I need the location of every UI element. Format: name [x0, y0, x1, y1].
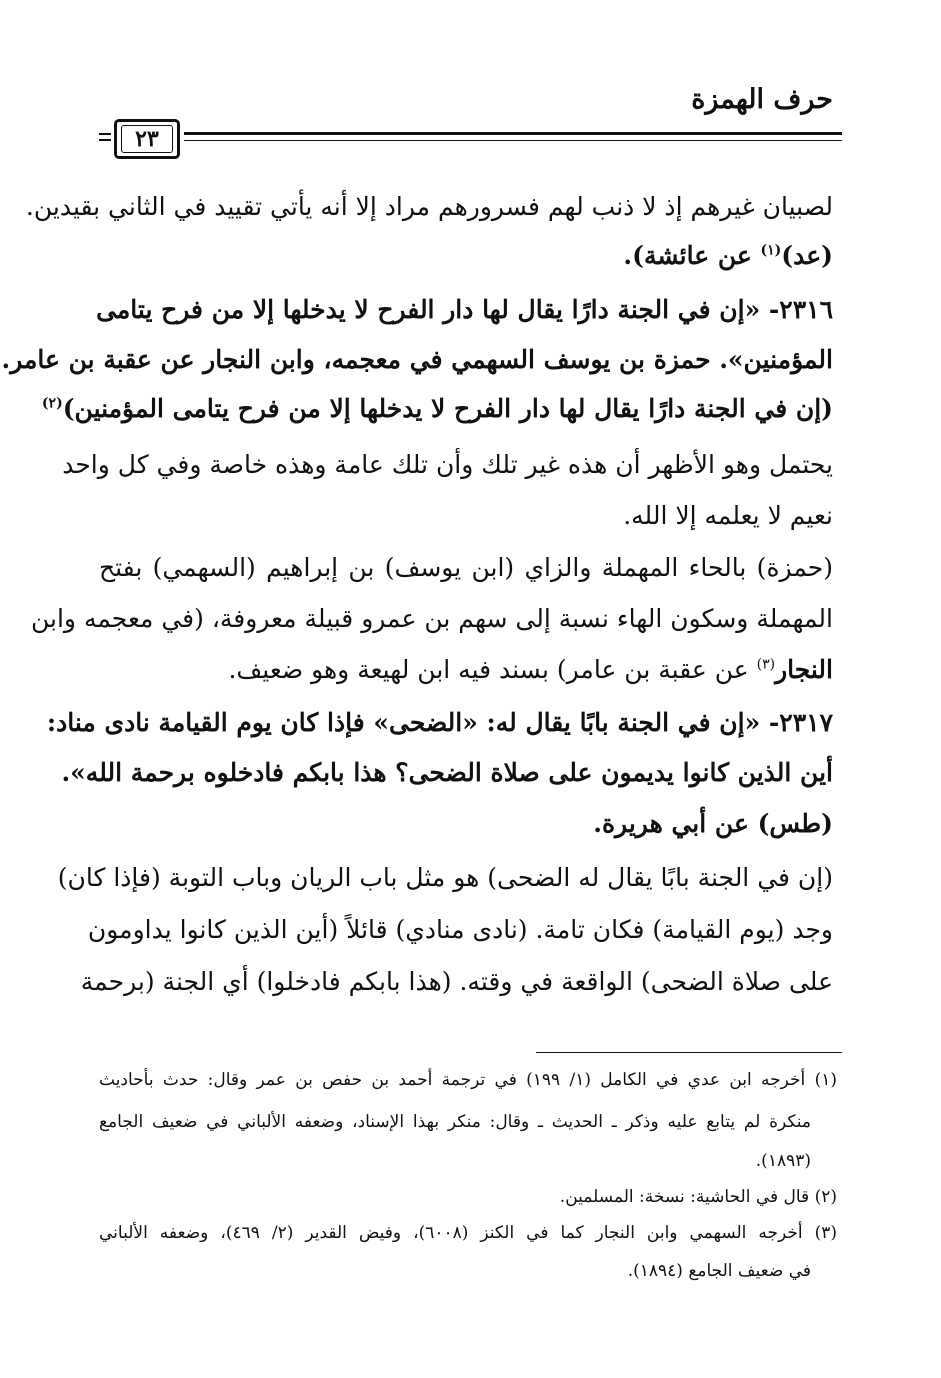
source-attribution: عن عائشة). [623, 241, 761, 270]
footnote-2: (٢) قال في الحاشية: نسخة: المسلمين. [559, 1187, 837, 1207]
quoted-hadith: (إن في الجنة دارًا يقال لها دار الفرح لا يدخلها إلا من فرح يتامى المؤمنين) [62, 394, 833, 423]
chapter-title: حرف الهمزة [691, 84, 833, 115]
header-rule-thin [184, 140, 842, 141]
commentary-line-6 [99, 657, 833, 682]
hadith-2317-line-1: ٢٣١٧- «إن في الجنة بابًا يقال له: «الضحى» فإذا كان يوم القيامة نادى مناد: [46, 708, 833, 737]
hadith-2316-line-2: المؤمنين». حمزة بن يوسف السهمي في معجمه، وابن النجار عن عقبة بن عامر. [1, 345, 833, 374]
commentary-line-7: (إن في الجنة بابًا يقال له الضحى) هو مثل باب الريان وباب التوبة (فإذا كان) [57, 863, 833, 892]
hadith-2317-line-3: (طس) عن أبي هريرة. [593, 809, 833, 838]
footnote-3-line-2: في ضعيف الجامع (١٨٩٤). [627, 1261, 811, 1281]
commentary-line-3: نعيم لا يعلمه إلا الله. [623, 501, 833, 530]
commentary-line-1 [41, 394, 833, 423]
text-line-1: لصبيان غيرهم إذ لا ذنب لهم فسرورهم مراد إلا أنه يأتي تقييد في الثاني بقيدين. [25, 192, 833, 221]
narrator-name: النجار [775, 655, 833, 684]
header-rule-left [99, 133, 111, 135]
hadith-2317-line-2: أين الذين كانوا يديمون على صلاة الضحى؟ هذا بابكم فادخلوه برحمة الله». [61, 758, 833, 787]
footnote-1-line-1: (١) أخرجه ابن عدي في الكامل (١/ ١٩٩) في ترجمة أحمد بن حفص بن عمر وقال: حدث بأحاديث [99, 1070, 837, 1090]
footnote-ref-3: (٣) [756, 656, 776, 673]
commentary-line-5: المهملة وسكون الهاء نسبة إلى سهم بن عمرو قبيلة معروفة، (في معجمه وابن [31, 604, 833, 633]
chain-note: عن عقبة بن عامر) بسند فيه ابن لهيعة وهو ضعيف. [228, 655, 757, 684]
page-number: ٢٣ [135, 126, 159, 152]
commentary-line-8: وجد (يوم القيامة) فكان تامة. (نادى منادي) قائلاً (أين الذين كانوا يداومون [87, 915, 833, 944]
footnote-ref-2: (٢) [41, 395, 63, 412]
commentary-line-9: على صلاة الضحى) الواقعة في وقته. (هذا بابكم فادخلوا) أي الجنة (برحمة [80, 967, 833, 996]
footnote-1-line-2: منكرة لم يتابع عليه وذكر ـ الحديث ـ وقال: منكر بهذا الإسناد، وضعفه الألباني في ضعيف الجامع [99, 1112, 811, 1132]
page-number-box [114, 119, 180, 159]
commentary-line-2: يحتمل وهو الأظهر أن هذه غير تلك وأن تلك عامة وهذه خاصة وفي كل واحد [62, 450, 833, 479]
footnote-separator [536, 1052, 842, 1053]
source-code: (عد) [781, 241, 833, 270]
text-line-2 [99, 243, 833, 268]
header-rule-left-lower [99, 139, 111, 141]
commentary-line-4: (حمزة) بالحاء المهملة والزاي (ابن يوسف) بن إبراهيم (السهمي) بفتح [99, 553, 833, 582]
footnote-3-line-1: (٣) أخرجه السهمي وابن النجار كما في الكنز (٦٠٠٨)، وفيض القدير (٢/ ٤٦٩)، وضعفه الألباني [99, 1223, 837, 1243]
header-rule-thick [184, 132, 842, 135]
hadith-2316-line-1: ٢٣١٦- «إن في الجنة دارًا يقال لها دار الفرح لا يدخلها إلا من فرح يتامى [96, 295, 833, 324]
footnote-ref-1: (١) [760, 242, 782, 259]
footnote-1-line-3: (١٨٩٣). [755, 1151, 811, 1171]
